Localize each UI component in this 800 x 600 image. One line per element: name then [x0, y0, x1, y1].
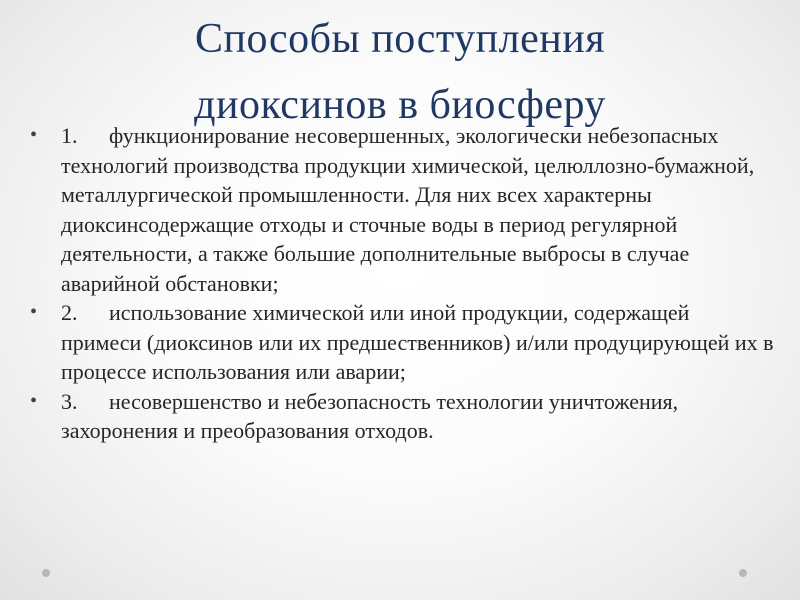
- slide-title-line-1: Способы поступления: [194, 16, 606, 63]
- item-number: 2.: [61, 300, 78, 325]
- slide-title-line-2: диоксинов в биосферу: [194, 82, 606, 129]
- bullet-list: [30, 121, 775, 446]
- item-number: 1.: [61, 123, 78, 148]
- item-text: функционирование несовершенных, экологически небезопасных технологий производства продукции химической, целюллозно-бумажной, металлургической промышленности. Для них всех характерны диоксинсодержащие отходы и сточные воды в период регулярной деятельности, а также большие дополнительные выбросы в случае аварийной обстановки;: [61, 123, 755, 296]
- bullet-icon: •: [30, 389, 38, 412]
- decorative-dot-right: [739, 569, 747, 577]
- bullet-icon: •: [30, 301, 38, 323]
- slide-title: [0, 6, 800, 138]
- item-text: несовершенство и небезопасность технологии уничтожения, захоронения и преобразования отходов.: [61, 388, 679, 443]
- list-item: [30, 298, 775, 387]
- list-item: [30, 121, 775, 298]
- item-number: 3.: [61, 388, 78, 414]
- list-item: [30, 387, 775, 446]
- item-text: использование химической или иной продукции, содержащей примеси (диоксинов или их предшественников) и/или продуцирующей их в процессе использования или аварии;: [61, 300, 774, 384]
- bullet-icon: •: [30, 124, 38, 146]
- decorative-dot-left: [42, 569, 50, 577]
